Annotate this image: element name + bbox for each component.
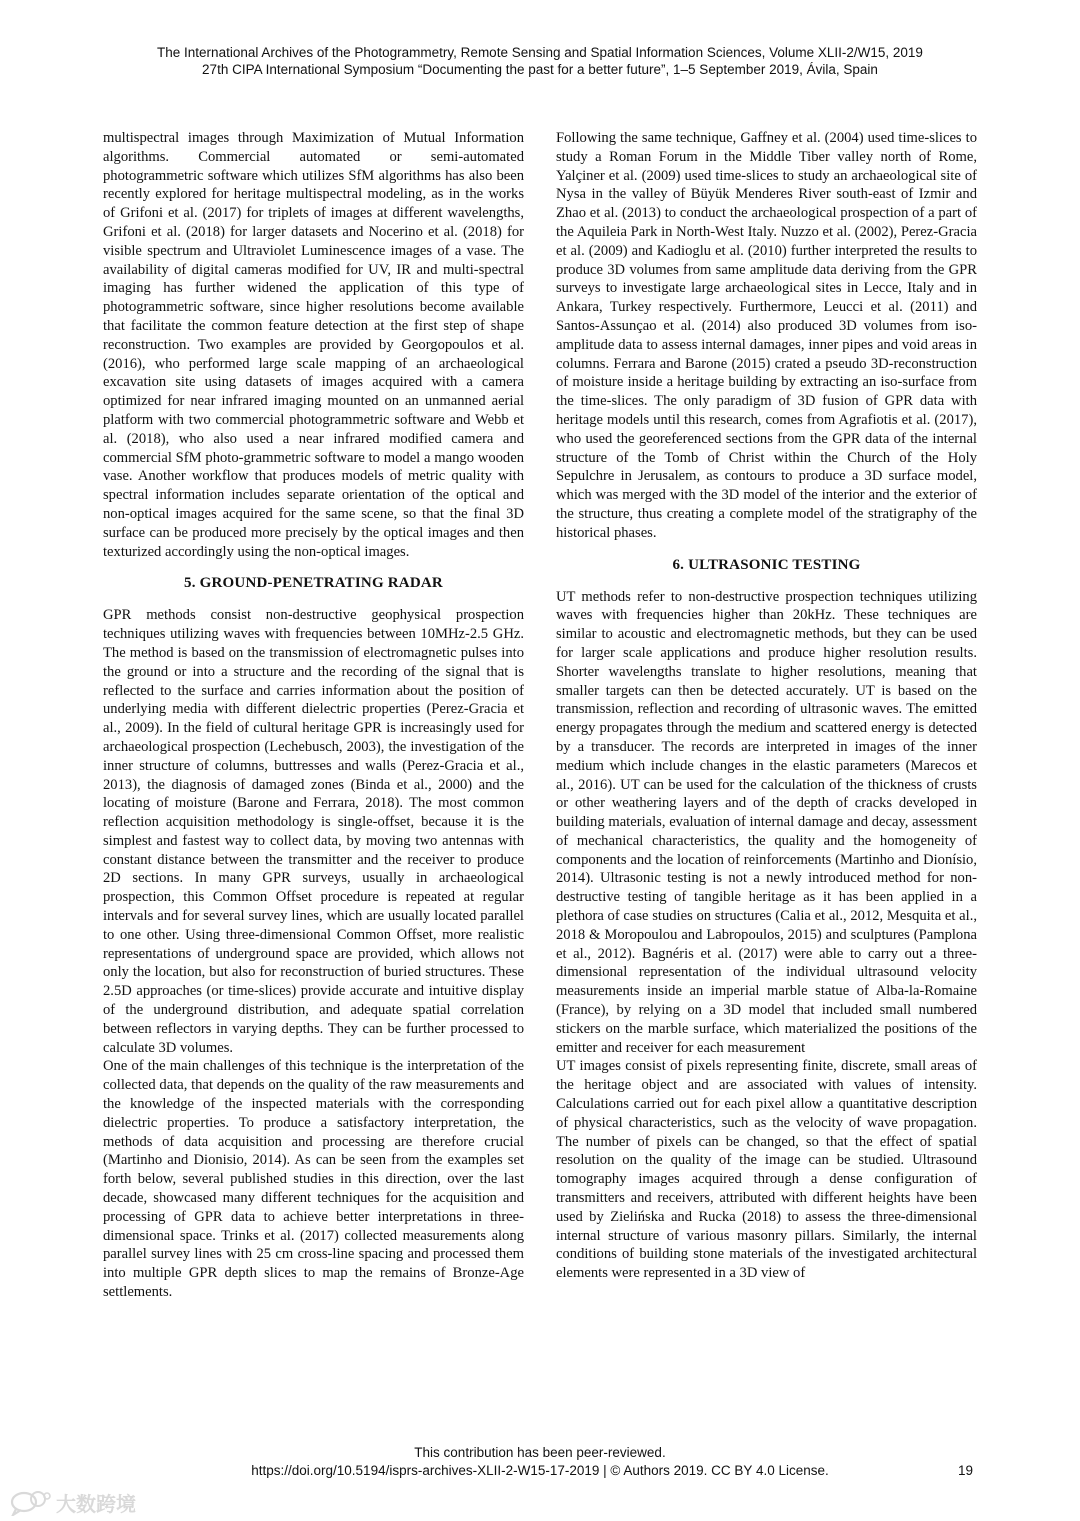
left-paragraph-2: GPR methods consist non-destructive geophysical prospection techniques utilizing waves with frequencies between 10MHz-2.5 GHz. The method is based on the transmission of electromagnetic pulses into the ground or into a structure and the recording of the signal that is reflected to the surface and carries information about the position of underlying media with different dielectric properties (Perez-Gracia et al., 2009). In the field of cultural heritage GPR is increasingly used for archaeological prospection (Lechebusch, 2003), the investigation of the inner structure of columns, buttresses and walls (Perez-Gracia et al., 2013), the diagnosis of damaged zones (Binda et al., 2000) and the locating of moisture (Barone and Ferrara, 2018). The most common reflection acquisition methodology is single-offset, because it is the simplest and fastest way to collect data, by moving two antennas with constant distance between the transmitter and the receiver to produce 2D sections. In many GPR surveys, usually in archaeological prospection, this Common Offset procedure is repeated at regular intervals and for several survey lines, which are usually located parallel to one other. Using three-dimensional Common Offset, more realistic representations of underground space are provided, which allows not only the location, but also for reconstruction of buried structures. These 2.5D approaches (or time-slices) provide accurate and intuitive display of the underground distribution, and adequate spatial correlation between reflectors in varying depths. They can be further processed to calculate 3D volumes. xyxy=(103,607,524,1056)
right-paragraph-3: UT images consist of pixels representing finite, discrete, small areas of the heritage object and are associated with values of intensity. Calculations carried out for each pixel allow a quantitative description of physical characteristics, such as the velocity of wave propagation. The number of pixels can be changed, so that the effect of spatial resolution on the quality of the image can be studied. Ultrasound tomography images acquired through a dense configuration of transmitters and receivers, attributed with different heights have been used by Zielińska and Rucka (2018) to assess the three-dimensional internal structure of various masonry pillars. Similarly, the internal conditions of building stone materials of the investigated architectural elements were represented in a 3D view of xyxy=(556,1058,977,1282)
watermark xyxy=(10,1488,136,1517)
page-number: 19 xyxy=(958,1463,974,1478)
section-6-heading: 6. ULTRASONIC TESTING xyxy=(672,556,861,573)
peer-review-note: This contribution has been peer-reviewed. xyxy=(414,1445,666,1460)
right-paragraph-2: UT methods refer to non-destructive prospection techniques utilizing waves with frequencies higher than 20kHz. These techniques are similar to acoustic and electromagnetic methods, but they can be used for larger scale applications and produce higher resolution results. Shorter wavelengths translate to higher resolutions, meaning that smaller targets can then be detected accurately. UT is based on the transmission, reflection and recording of ultrasonic waves. The emitted energy propagates through the medium and scattered energy is detected by a transducer. The records are interpreted in images of the inner medium which include changes in the elastic parameters (Marecos et al., 2016). UT can be used for the calculation of the thickness of crusts or other weathering layers and of the depth of cracks developed in building materials, evaluation of internal damage and decay, assessment of mechanical characteristics, the quality and the homogeneity of components and the location of reinforcements (Martinho and Dionísio, 2014). Ultrasonic testing is not a newly introduced method for non-destructive testing of tangible heritage as it has been applied in a plethora of case studies on structures (Calia et al., 2012, Mesquita et al., 2018 & Moropoulou and Labropoulos, 2015) and sculptures (Pamplona et al., 2012). Bagnéris et al. (2017) were able to carry out a three-dimensional representation of the individual ultrasound velocity measurements inside an imperial marble statue of Alba-la-Romaine (France), by relying on a 3D model that included small numbered stickers on the marble surface, which materialized the positions of the emitter and receiver for each measurement xyxy=(556,588,977,1056)
right-column xyxy=(556,129,977,1283)
page-footer xyxy=(0,1444,1080,1480)
section-5-heading: 5. GROUND-PENETRATING RADAR xyxy=(184,575,443,592)
right-paragraph-1: Following the same technique, Gaffney et al. (2004) used time-slices to study a Roman Forum in the Middle Tiber valley north of Rome, Yalçiner et al. (2009) used time-slices to study an archaeological site of Nysa in the valley of Büyük Menderes River south-east of Izmir and Zhao et al. (2013) to conduct the archaeological prospection of a part of the Aquileia Park in North-West Italy. Nuzzo et al. (2002), Perez-Gracia et al. (2009) and Kadioglu et al. (2010) further interpreted the results to produce 3D volumes from same amplitude data deriving from the GPR surveys to investigate large archaeological sites in Lecce, Italy and in Ankara, Turkey respectively. Furthermore, Leucci et al. (2011) and Santos-Assunçao et al. (2014) also produced 3D volumes from iso-amplitude data to assess internal damages, inner pipes and void areas in columns. Ferrara and Barone (2015) crated a pseudo 3D-reconstruction of moisture inside a heritage building by extracting an iso-surface from the time-slices. The only paradigm of 3D fusion of GPR data with heritage models until this research, comes from Agrafiotis et al. (2017), who used the georeferenced sections from the GPR data of the internal structure of the Tomb of Christ within the Church of the Holy Sepulchre in Jerusalem, as contours to produce a 3D surface model, which was merged with the 3D model of the interior and the exterior of the structure, thus creating a complete model of the stratigraphy of the historical phases. xyxy=(556,130,977,541)
header-line-1: The International Archives of the Photogrammetry, Remote Sensing and Spatial Information Sciences, Volume XLII-2/W15, 2019 xyxy=(157,45,923,60)
running-header xyxy=(0,44,1080,78)
left-paragraph-1: multispectral images through Maximization of Mutual Information algorithms. Commercial automated or semi-automated photogrammetric software which utilizes SfM algorithms has also been recently explored for heritage multispectral modeling, as in the works of Grifoni et al. (2017) for triplets of images at different wavelengths, Grifoni et al. (2018) for larger datasets and Nocerino et al. (2018) for visible spectrum and Ultraviolet Luminescence images of a vase. The availability of digital cameras modified for UV, IR and multi-spectral imaging has further widened the application of this type of photogrammetric software, since higher resolutions become available that facilitate the common feature detection at the first step of shape reconstruction. Two examples are provided by Georgopoulos et al. (2016), who performed large scale mapping of an archaeological excavation site using datasets of images acquired with a camera optimized for near infrared imaging mounted on an unmanned aerial platform with two commercial photogrammetric software and Webb et al. (2018), who also used a near infrared modified camera and commercial SfM photo-grammetric software to model a mango wooden vase. Another workflow that produces models of metric quality with spectral information includes separate orientation of the optical and non-optical images acquired for the same scene, so that the final 3D surface can be produced more precisely by the optical images and then texturized accordingly using the non-optical images. xyxy=(103,130,524,560)
doi-license-line: https://doi.org/10.5194/isprs-archives-XLII-2-W15-17-2019 | © Authors 2019. CC BY 4.0 License. xyxy=(251,1463,829,1478)
header-line-2: 27th CIPA International Symposium “Documenting the past for a better future”, 1–5 September 2019, Ávila, Spain xyxy=(202,62,878,77)
watermark-text: 大数跨境 xyxy=(56,1492,136,1516)
left-paragraph-3: One of the main challenges of this technique is the interpretation of the collected data, that depends on the quality of the raw measurements and the knowledge of the inspected materials with the corresponding dielectric properties. To produce a satisfactory interpretation, the methods of data acquisition and processing are therefore crucial (Martinho and Dionisio, 2014). As can be seen from the examples set forth below, several published studies in this direction, over the last decade, showcased many different techniques for the acquisition and processing of GPR data to achieve better interpretations in three-dimensional space. Trinks et al. (2017) collected measurements along parallel survey lines with 25 cm cross-line spacing and processed them into multiple GPR depth slices to map the remains of Bronze-Age settlements. xyxy=(103,1058,524,1301)
chat-bubble-logo-icon xyxy=(10,1490,52,1516)
left-column xyxy=(103,129,524,1302)
